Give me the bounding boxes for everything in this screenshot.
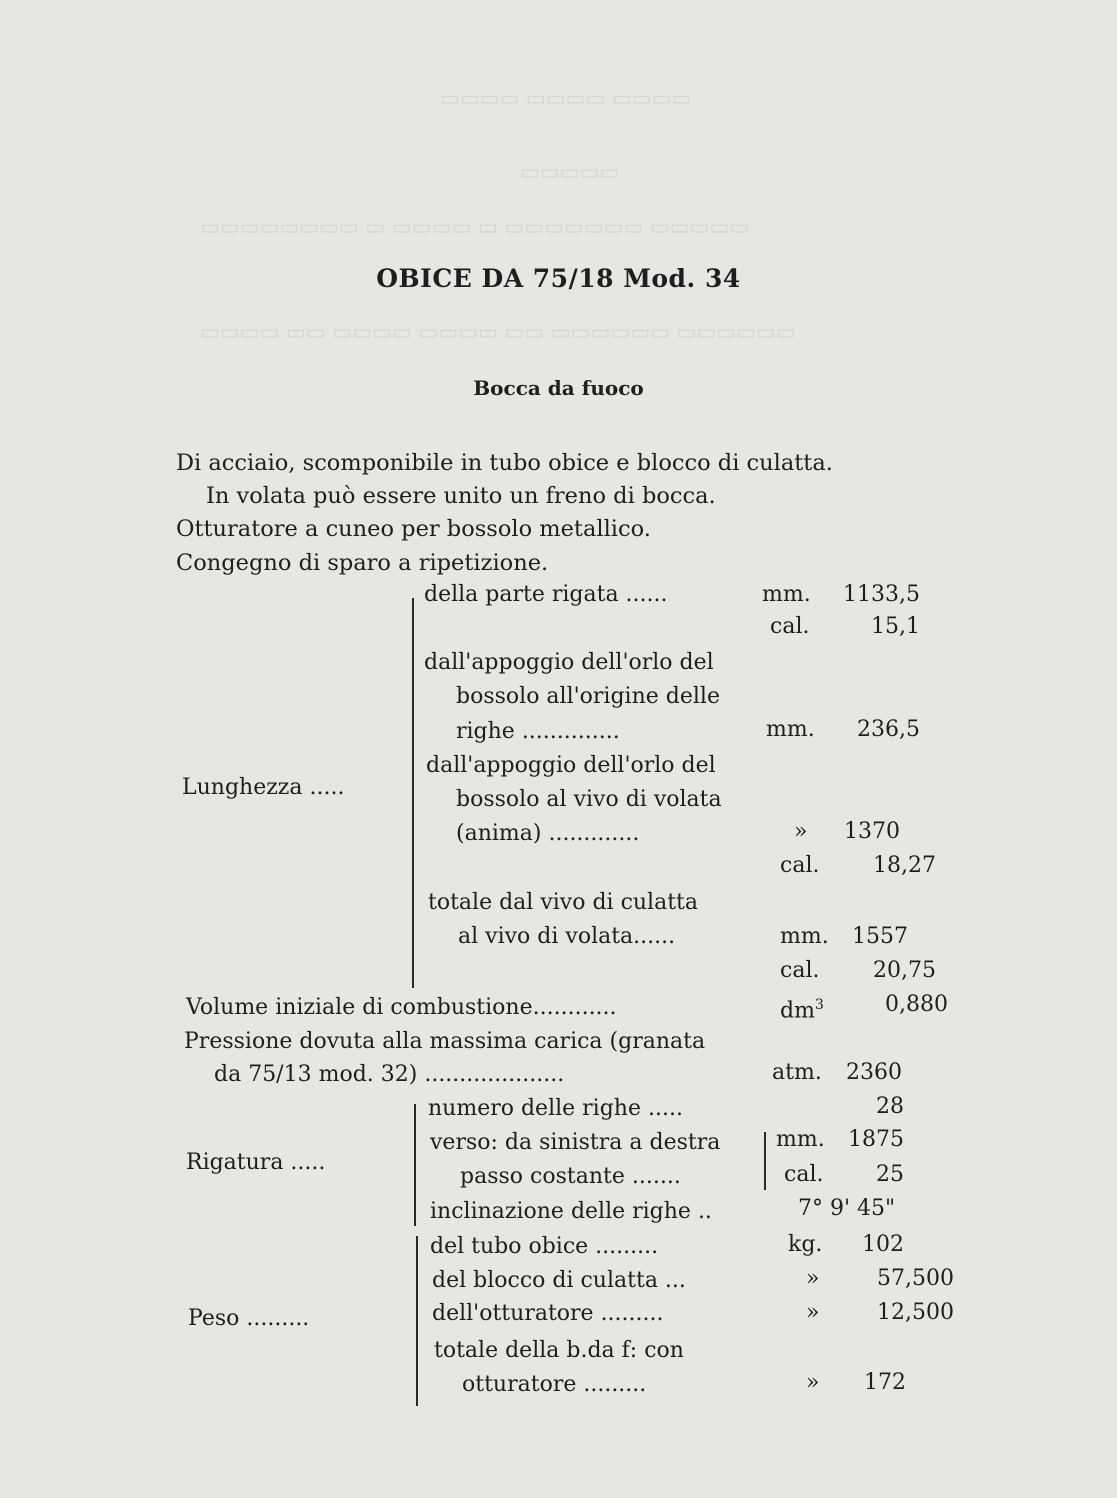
spec-value: 18,27 <box>873 853 936 878</box>
spec-value: 0,880 <box>885 992 948 1017</box>
spec-text: Volume iniziale di combustione............ <box>186 995 617 1020</box>
spec-value: 1133,5 <box>843 582 920 607</box>
spec-text: totale dal vivo di culatta <box>428 890 699 915</box>
spec-text: bossolo al vivo di volata <box>456 787 722 812</box>
intro-line: Otturatore a cuneo per bossolo metallico. <box>176 516 651 542</box>
spec-text: passo costante ....... <box>460 1164 681 1189</box>
spec-text: (anima) ............. <box>456 821 640 846</box>
passo-brace <box>764 1132 766 1190</box>
spec-text: bossolo all'origine delle <box>456 684 720 709</box>
spec-value: 172 <box>864 1370 906 1395</box>
spec-unit: » <box>794 819 808 844</box>
rigatura-label: Rigatura ..... <box>186 1150 326 1175</box>
spec-unit: » <box>806 1370 820 1395</box>
spec-value: 2360 <box>846 1060 902 1085</box>
spec-text: della parte rigata ...... <box>424 582 668 607</box>
spec-text: inclinazione delle righe .. <box>430 1199 712 1224</box>
spec-value: 20,75 <box>873 958 936 983</box>
spec-unit: cal. <box>784 1162 824 1187</box>
spec-unit: mm. <box>762 582 811 607</box>
spec-value: 1370 <box>844 819 900 844</box>
spec-value: 1557 <box>852 924 908 949</box>
spec-unit: » <box>806 1266 820 1291</box>
spec-value: 28 <box>876 1094 904 1119</box>
spec-text: totale della b.da f: con <box>434 1338 684 1363</box>
intro-line: Congegno di sparo a ripetizione. <box>176 550 549 576</box>
intro-line: Di acciaio, scomponibile in tubo obice e blocco di culatta. <box>176 450 833 476</box>
bleed-through-decor: ▭▭▭▭ ▭▭▭▭ ▭▭▭▭ <box>440 86 692 110</box>
spec-unit: mm. <box>766 717 815 742</box>
spec-text: dell'otturatore ......... <box>432 1301 664 1326</box>
spec-text: righe .............. <box>456 719 620 744</box>
spec-unit: $dm^3$ <box>780 997 824 1024</box>
spec-value: 102 <box>862 1232 904 1257</box>
spec-text: dall'appoggio dell'orlo del <box>424 650 714 675</box>
bleed-through-decor: ▭▭▭▭▭▭▭▭ ▭ ▭▭▭▭ ▭ ▭▭▭▭▭▭▭ ▭▭▭▭▭ <box>200 215 750 239</box>
section-title: Bocca da fuoco <box>473 376 644 400</box>
spec-unit: cal. <box>770 614 810 639</box>
spec-unit: cal. <box>780 958 820 983</box>
spec-text: del tubo obice ......... <box>430 1234 659 1259</box>
bleed-through-decor: ▭▭▭▭ ▭▭ ▭▭▭▭ ▭▭▭▭ ▭▭ ▭▭▭▭▭▭ ▭▭▭▭▭▭ <box>200 320 796 344</box>
spec-value: 57,500 <box>877 1266 954 1291</box>
spec-unit: mm. <box>776 1127 825 1152</box>
spec-unit: kg. <box>788 1232 823 1257</box>
spec-text: otturatore ......... <box>462 1372 647 1397</box>
peso-brace <box>416 1236 418 1406</box>
spec-unit: atm. <box>772 1060 822 1085</box>
rigatura-brace <box>414 1104 416 1226</box>
lunghezza-brace <box>412 598 414 988</box>
spec-value: 12,500 <box>877 1300 954 1325</box>
spec-value: 25 <box>876 1162 904 1187</box>
spec-text: verso: da sinistra a destra <box>430 1130 721 1155</box>
intro-line: In volata può essere unito un freno di bocca. <box>206 483 716 509</box>
spec-text: dall'appoggio dell'orlo del <box>426 753 716 778</box>
spec-value: 15,1 <box>871 614 920 639</box>
spec-value: 7° 9' 45" <box>798 1196 896 1221</box>
spec-unit: mm. <box>780 924 829 949</box>
spec-text: numero delle righe ..... <box>428 1096 683 1121</box>
bleed-through-decor: ▭▭▭▭▭ <box>520 160 620 184</box>
lunghezza-label: Lunghezza ..... <box>182 775 345 800</box>
spec-value: 1875 <box>848 1127 904 1152</box>
spec-value: 236,5 <box>857 717 920 742</box>
spec-text: del blocco di culatta ... <box>432 1268 686 1293</box>
spec-unit: » <box>806 1300 820 1325</box>
spec-text: Pressione dovuta alla massima carica (granata <box>184 1029 706 1054</box>
spec-text: da 75/13 mod. 32) .................... <box>214 1062 565 1087</box>
spec-text: al vivo di volata...... <box>458 924 676 949</box>
peso-label: Peso ......... <box>188 1306 310 1331</box>
spec-unit: cal. <box>780 853 820 878</box>
page-title: OBICE DA 75/18 Mod. 34 <box>376 264 741 293</box>
